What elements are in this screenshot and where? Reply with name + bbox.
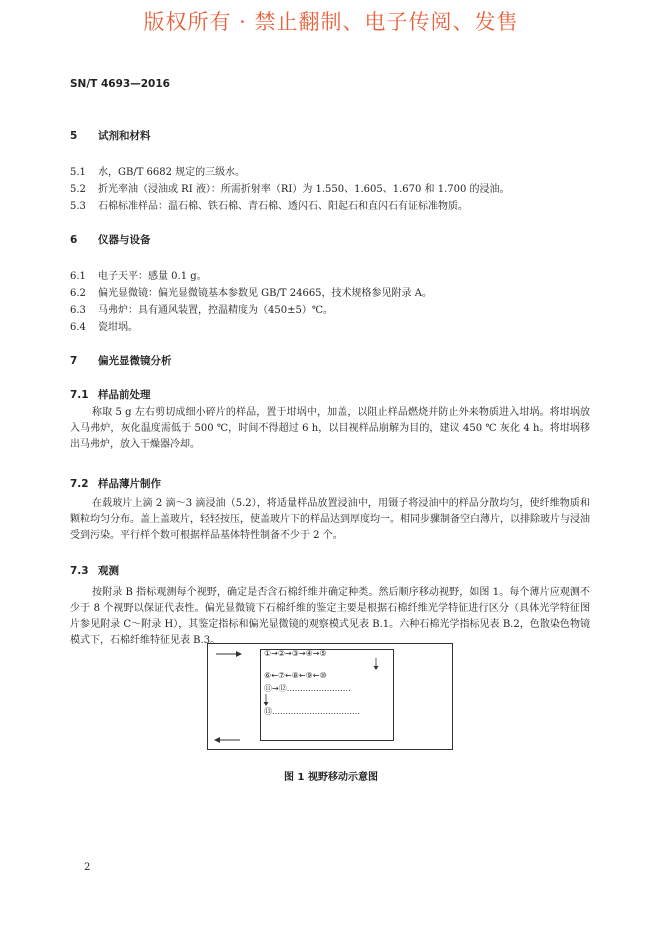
item-text: 马弗炉：具有通风装置，控温精度为（450±5）℃。 bbox=[98, 305, 334, 316]
paragraph-7-1: 称取 5 g 左右剪切成细小碎片的样品，置于坩埚中，加盖，以阻止样品燃烧并防止外来物质进入坩埚。将坩埚放入马弗炉，灰化温度需低于 500 ℃，时间不得超过 6 h，以目视样品崩解为目的，建议 450 ℃ 灰化 4 h。将坩埚移出马弗炉，放入干燥器冷却。 bbox=[70, 407, 590, 450]
section-title: 试剂和材料 bbox=[98, 130, 151, 142]
paragraph-7-3: 按附录 B 指标观测每个视野，确定是否含石棉纤维并确定种类。然后顺序移动视野，如图 1。每个薄片应观测不少于 8 个视野以保证代表性。偏光显微镜下石棉纤维的鉴定主要是根据石棉纤维光学特征进行区分（具体光学特征图片参见附录 C～附录 H），其鉴定指标和偏光显微镜的观察模式见表 B.1。六种石棉光学指标见表 B.2，色散染色物镜模式下，石棉纤维特征见表 B.3。 bbox=[70, 587, 590, 646]
item-text: 水，GB/T 6682 规定的三级水。 bbox=[98, 167, 246, 178]
section-title: 仪器与设备 bbox=[98, 234, 151, 246]
figure-row-1: ①→②→③→④→⑤ bbox=[264, 649, 327, 658]
standard-number: SN/T 4693—2016 bbox=[70, 78, 170, 90]
figure-1-frame bbox=[207, 643, 453, 750]
item-number: 5.1 bbox=[70, 167, 86, 178]
paragraph-7-2: 在载玻片上滴 2 滴～3 滴浸油（5.2），将适量样品放置浸油中，用镊子将浸油中的样品分散均匀，使纤维物质和颗粒均匀分布。盖上盖玻片，轻轻按压，使盖玻片下的样品达到厚度均一。相同步骤制备空白薄片，以排除玻片与浸油受到污染。平行样个数可根据样品基体特性制备不少于 2 个。 bbox=[70, 498, 590, 541]
section-title: 样品前处理 bbox=[98, 389, 151, 401]
list-item bbox=[70, 180, 510, 195]
item-text: 瓷坩埚。 bbox=[98, 322, 138, 333]
section-7-heading bbox=[70, 353, 172, 368]
section-number: 7.2 bbox=[70, 478, 89, 490]
figure-row-4: ⑬…………………………… bbox=[264, 707, 360, 716]
section-number: 7 bbox=[70, 355, 78, 367]
list-item bbox=[70, 318, 138, 333]
section-title: 样品薄片制作 bbox=[98, 478, 161, 490]
list-item bbox=[70, 197, 468, 212]
section-7-1-heading bbox=[70, 387, 151, 402]
figure-row-2: ⑥←⑦←⑧←⑨←⑩ bbox=[264, 671, 327, 680]
item-number: 6.4 bbox=[70, 322, 86, 333]
field-of-view-box bbox=[260, 649, 394, 741]
section-5-heading bbox=[70, 128, 151, 143]
section-7-2-heading bbox=[70, 476, 161, 491]
item-text: 石棉标准样品：温石棉、铁石棉、青石棉、透闪石、阳起石和直闪石有证标准物质。 bbox=[98, 201, 468, 212]
section-6-heading bbox=[70, 232, 151, 247]
exit-arrow-head bbox=[214, 737, 220, 743]
section-number: 7.3 bbox=[70, 565, 89, 577]
figure-caption: 图 1 视野移动示意图 bbox=[284, 772, 378, 783]
section-7-3-heading bbox=[70, 563, 119, 578]
item-number: 5.2 bbox=[70, 184, 86, 195]
list-item bbox=[70, 163, 245, 178]
section-title: 偏光显微镜分析 bbox=[98, 355, 172, 367]
item-text: 偏光显微镜：偏光显微镜基本参数见 GB/T 24665，技术规格参见附录 A。 bbox=[98, 288, 432, 299]
item-number: 5.3 bbox=[70, 201, 86, 212]
item-number: 6.3 bbox=[70, 305, 86, 316]
entry-arrow-head bbox=[236, 651, 242, 657]
section-number: 5 bbox=[70, 130, 78, 142]
section-number: 7.1 bbox=[70, 389, 89, 401]
list-item bbox=[70, 267, 207, 282]
item-text: 折光率油（浸油或 RI 液）：所需折射率（RI）为 1.550、1.605、1.670 和 1.700 的浸油。 bbox=[98, 184, 510, 195]
item-text: 电子天平：感量 0.1 g。 bbox=[98, 271, 207, 282]
item-number: 6.2 bbox=[70, 288, 86, 299]
section-number: 6 bbox=[70, 234, 78, 246]
figure-row-3: ⑪→⑫…………………… bbox=[264, 684, 351, 693]
copyright-banner: 版权所有 · 禁止翻制、电子传阅、发售 bbox=[143, 10, 519, 34]
section-title: 观测 bbox=[98, 565, 119, 577]
list-item bbox=[70, 284, 432, 299]
page-number: 2 bbox=[84, 862, 91, 873]
list-item bbox=[70, 301, 333, 316]
item-number: 6.1 bbox=[70, 271, 86, 282]
